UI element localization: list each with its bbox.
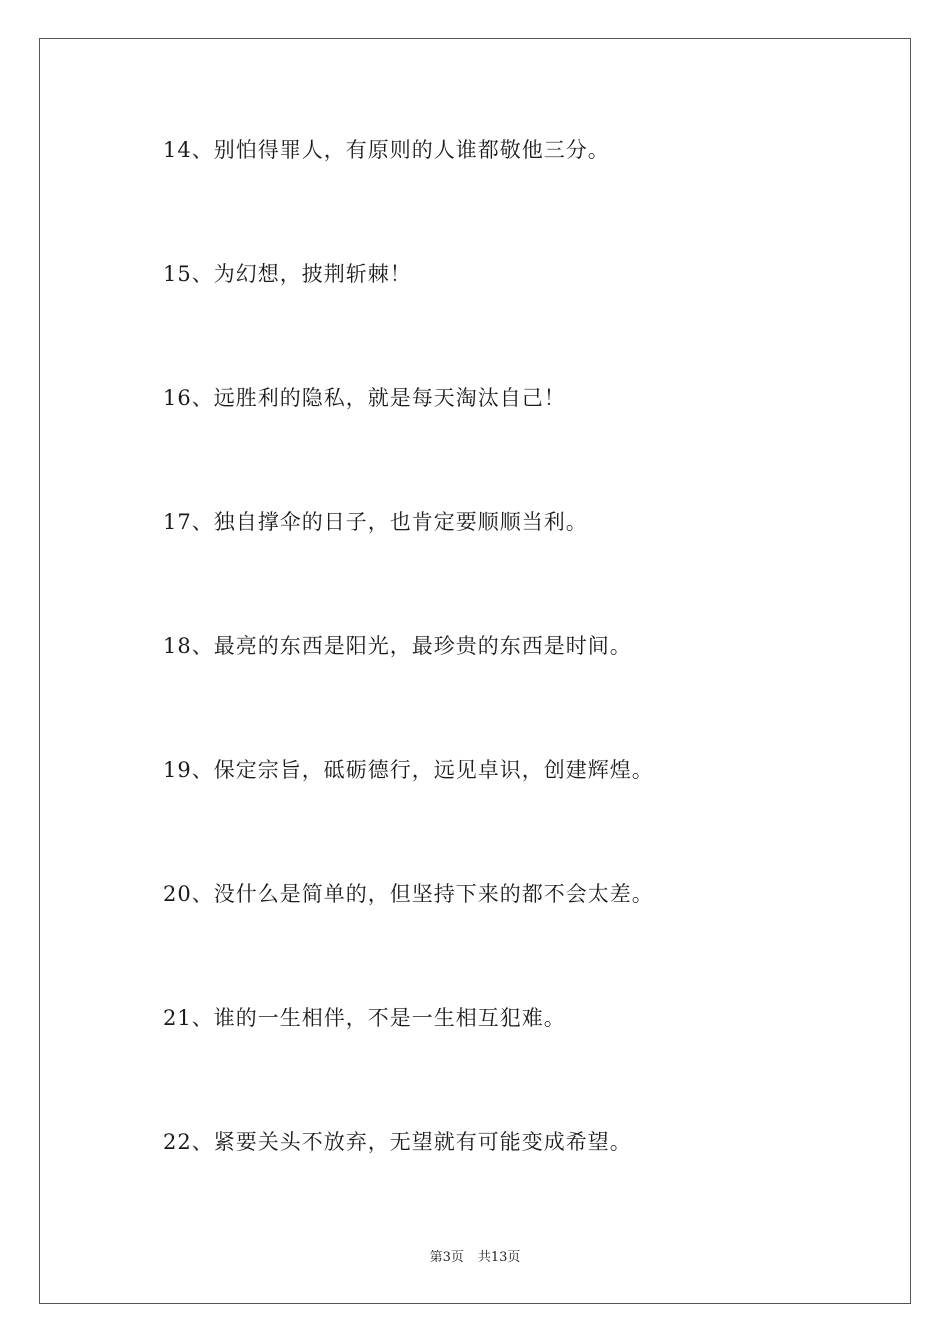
current-page-number: 第3页 — [429, 1250, 464, 1265]
list-item: 22、紧要关头不放弃，无望就有可能变成希望。 — [163, 1130, 632, 1154]
list-item: 16、远胜利的隐私，就是每天淘汰自己！ — [163, 386, 566, 410]
list-item: 17、独自撑伞的日子，也肯定要顺顺当利。 — [163, 510, 588, 534]
page-footer — [0, 1246, 950, 1265]
list-item: 21、谁的一生相伴，不是一生相互犯难。 — [163, 1006, 566, 1030]
list-item: 15、为幻想，披荆斩棘！ — [163, 262, 412, 286]
list-item: 18、最亮的东西是阳光，最珍贵的东西是时间。 — [163, 634, 632, 658]
list-item: 19、保定宗旨，砥砺德行，远见卓识，创建辉煌。 — [163, 758, 654, 782]
quote-list — [163, 132, 863, 1248]
list-item: 20、没什么是简单的，但坚持下来的都不会太差。 — [163, 882, 654, 906]
total-pages: 共13页 — [477, 1250, 521, 1265]
list-item: 14、别怕得罪人，有原则的人谁都敬他三分。 — [163, 138, 610, 162]
